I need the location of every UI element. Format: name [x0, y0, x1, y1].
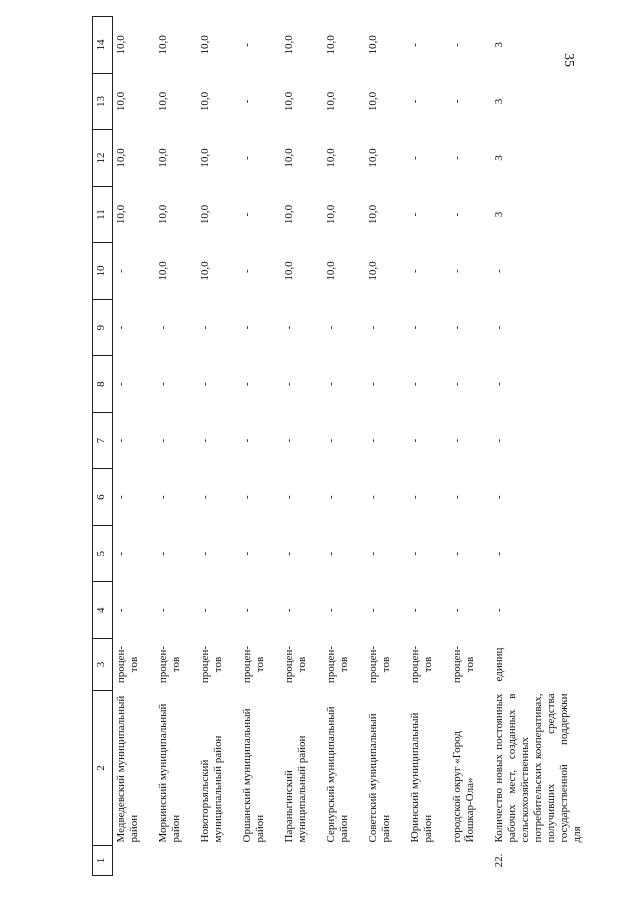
row-number-cell — [239, 846, 281, 876]
value-cell: - — [199, 438, 211, 443]
table-row — [239, 17, 281, 876]
value-cell: - — [451, 156, 463, 160]
value-cell: 10,0 — [283, 261, 295, 281]
value-cell: - — [283, 438, 295, 443]
value-cell: - — [493, 438, 505, 443]
value-cell: 10,0 — [325, 204, 337, 225]
table-row — [197, 17, 239, 876]
column-header-8: 8 — [93, 356, 113, 413]
value-cell: - — [199, 608, 211, 613]
value-cell: - — [199, 325, 211, 330]
value-cell: 10,0 — [157, 261, 169, 281]
value-cell: 10,0 — [157, 204, 169, 225]
row-number-cell — [449, 846, 491, 876]
column-header-3: 3 — [93, 639, 113, 691]
value-cell: - — [409, 99, 421, 104]
column-header-4: 4 — [93, 582, 113, 639]
value-cell: - — [409, 43, 421, 47]
value-cell: - — [241, 212, 253, 217]
value-cell: - — [241, 382, 253, 386]
value-cell: - — [115, 551, 127, 556]
value-cell: - — [283, 608, 295, 613]
value-cell: - — [241, 551, 253, 556]
value-cell: 10,0 — [367, 204, 379, 225]
value-cell: - — [493, 495, 505, 500]
value-cell: - — [325, 608, 337, 613]
row-number-cell — [323, 846, 365, 876]
rotated-page-content — [92, 16, 612, 876]
value-cell: - — [451, 495, 463, 500]
value-cell: 10,0 — [367, 91, 379, 112]
value-cell: - — [115, 382, 127, 386]
value-cell: - — [367, 608, 379, 613]
row-number-cell — [197, 846, 239, 876]
value-cell: - — [409, 551, 421, 556]
table-row — [323, 17, 365, 876]
row-number-cell: 22. — [493, 853, 505, 868]
value-cell: - — [241, 495, 253, 500]
value-cell: 3 — [493, 42, 505, 48]
row-number-cell — [407, 846, 449, 876]
value-cell: - — [367, 438, 379, 443]
value-cell: 3 — [493, 211, 505, 218]
value-cell: 10,0 — [199, 91, 211, 112]
row-number-cell — [281, 846, 323, 876]
unit-cell: процен-тов — [157, 645, 182, 684]
value-cell: 3 — [493, 155, 505, 161]
value-cell: - — [409, 608, 421, 613]
unit-cell: процен-тов — [241, 645, 266, 684]
value-cell: 10,0 — [157, 91, 169, 112]
value-cell: - — [241, 43, 253, 47]
column-header-10: 10 — [93, 243, 113, 300]
value-cell: 10,0 — [115, 204, 127, 225]
value-cell: 10,0 — [325, 148, 337, 168]
indicator-name-cell: Моркинский муниципальный район — [157, 703, 182, 843]
table-header-row — [93, 17, 113, 876]
value-cell: 10,0 — [283, 91, 295, 112]
value-cell: 10,0 — [157, 35, 169, 55]
table-body — [113, 17, 640, 876]
table-row — [449, 17, 491, 876]
value-cell: - — [451, 99, 463, 104]
indicator-name-cell: городской округ «Город Йошкар-Ола» — [451, 731, 476, 843]
value-cell: 10,0 — [283, 35, 295, 55]
column-header-9: 9 — [93, 299, 113, 356]
value-cell: - — [325, 495, 337, 500]
row-number-cell — [365, 846, 407, 876]
indicator-name-cell: Советский муниципальный район — [367, 713, 392, 843]
value-cell: 10,0 — [115, 35, 127, 55]
value-cell: - — [409, 495, 421, 500]
value-cell: - — [493, 382, 505, 386]
table-row — [407, 17, 449, 876]
row-number-cell — [155, 846, 197, 876]
unit-cell: процен-тов — [283, 645, 308, 684]
value-cell: 3 — [493, 98, 505, 105]
value-cell: 10,0 — [367, 35, 379, 55]
unit-cell: процен-тов — [199, 645, 224, 684]
value-cell: - — [115, 438, 127, 443]
value-cell: - — [241, 608, 253, 613]
value-cell: - — [493, 551, 505, 556]
value-cell: - — [367, 325, 379, 330]
value-cell: 10,0 — [199, 35, 211, 55]
value-cell: - — [451, 438, 463, 443]
value-cell: - — [115, 269, 127, 273]
value-cell: 10,0 — [115, 148, 127, 168]
value-cell: - — [367, 382, 379, 386]
indicator-name-cell: Медведевский муниципальный район — [115, 695, 140, 843]
value-cell: - — [283, 325, 295, 330]
value-cell: - — [493, 325, 505, 330]
value-cell: - — [367, 495, 379, 500]
value-cell: - — [157, 495, 169, 500]
value-cell: - — [115, 325, 127, 330]
value-cell: - — [325, 325, 337, 330]
value-cell: - — [451, 608, 463, 613]
value-cell: 10,0 — [199, 261, 211, 281]
column-header-14: 14 — [93, 17, 113, 74]
unit-cell: процен-тов — [367, 645, 392, 684]
value-cell: - — [493, 269, 505, 273]
unit-cell: единиц — [493, 647, 505, 682]
value-cell: - — [409, 325, 421, 330]
indicator-table — [92, 16, 640, 876]
value-cell: 10,0 — [367, 148, 379, 168]
column-header-1: 1 — [93, 846, 113, 876]
indicator-name-cell: Юринский муниципальный район — [409, 712, 434, 843]
indicator-name-cell: Оршанский муниципальный район — [241, 708, 266, 843]
value-cell: - — [199, 382, 211, 386]
column-header-6: 6 — [93, 469, 113, 526]
value-cell: 10,0 — [199, 204, 211, 225]
value-cell: 10,0 — [325, 35, 337, 55]
value-cell: 10,0 — [283, 204, 295, 225]
table-row — [491, 17, 640, 876]
value-cell: - — [451, 43, 463, 47]
unit-cell: процен-тов — [409, 645, 434, 684]
value-cell: - — [325, 382, 337, 386]
indicator-name-cell: Количество новых постоянных рабочих мест, созданных в сельскохозяйственных потребительских кооперативах, получивших средства государственной поддержки для — [493, 693, 583, 843]
value-cell: - — [409, 156, 421, 160]
column-header-12: 12 — [93, 130, 113, 187]
value-cell: - — [241, 438, 253, 443]
value-cell: - — [157, 382, 169, 386]
value-cell: - — [157, 325, 169, 330]
value-cell: - — [451, 382, 463, 386]
value-cell: - — [409, 212, 421, 217]
value-cell: - — [241, 269, 253, 273]
value-cell: - — [283, 495, 295, 500]
unit-cell: процен-тов — [325, 645, 350, 684]
indicator-name-cell: Параньгинский муниципальный район — [283, 735, 308, 843]
value-cell: - — [451, 269, 463, 273]
value-cell: 10,0 — [157, 148, 169, 168]
column-header-7: 7 — [93, 412, 113, 469]
value-cell: - — [241, 325, 253, 330]
value-cell: - — [283, 551, 295, 556]
value-cell: - — [199, 495, 211, 500]
value-cell: - — [157, 438, 169, 443]
row-number-cell — [113, 846, 156, 876]
table-row — [281, 17, 323, 876]
value-cell: 10,0 — [325, 261, 337, 281]
value-cell: - — [409, 438, 421, 443]
unit-cell: процен-тов — [115, 645, 140, 684]
value-cell: - — [241, 99, 253, 104]
column-header-5: 5 — [93, 525, 113, 582]
indicator-name-cell: Сернурский муниципальный район — [325, 706, 350, 843]
column-header-13: 13 — [93, 73, 113, 130]
value-cell: - — [115, 608, 127, 613]
value-cell: - — [451, 212, 463, 217]
value-cell: - — [493, 608, 505, 613]
value-cell: 10,0 — [283, 148, 295, 168]
value-cell: - — [451, 551, 463, 556]
indicator-name-cell: Новоторъяльский муниципальный район — [199, 735, 224, 843]
value-cell: - — [325, 551, 337, 556]
value-cell: 10,0 — [325, 91, 337, 112]
value-cell: - — [283, 382, 295, 386]
column-header-2: 2 — [93, 691, 113, 846]
table-row — [155, 17, 197, 876]
value-cell: - — [325, 438, 337, 443]
value-cell: 10,0 — [199, 148, 211, 168]
value-cell: - — [115, 495, 127, 500]
value-cell: - — [157, 608, 169, 613]
value-cell: 10,0 — [115, 91, 127, 112]
value-cell: - — [199, 551, 211, 556]
value-cell: - — [157, 551, 169, 556]
value-cell: - — [451, 325, 463, 330]
value-cell: - — [409, 269, 421, 273]
page-number: 35 — [561, 53, 576, 67]
value-cell: - — [241, 156, 253, 160]
table-row — [365, 17, 407, 876]
value-cell: - — [409, 382, 421, 386]
unit-cell: процен-тов — [451, 645, 476, 684]
value-cell: 10,0 — [367, 261, 379, 281]
table-row — [113, 17, 156, 876]
value-cell: - — [367, 551, 379, 556]
column-header-11: 11 — [93, 186, 113, 243]
